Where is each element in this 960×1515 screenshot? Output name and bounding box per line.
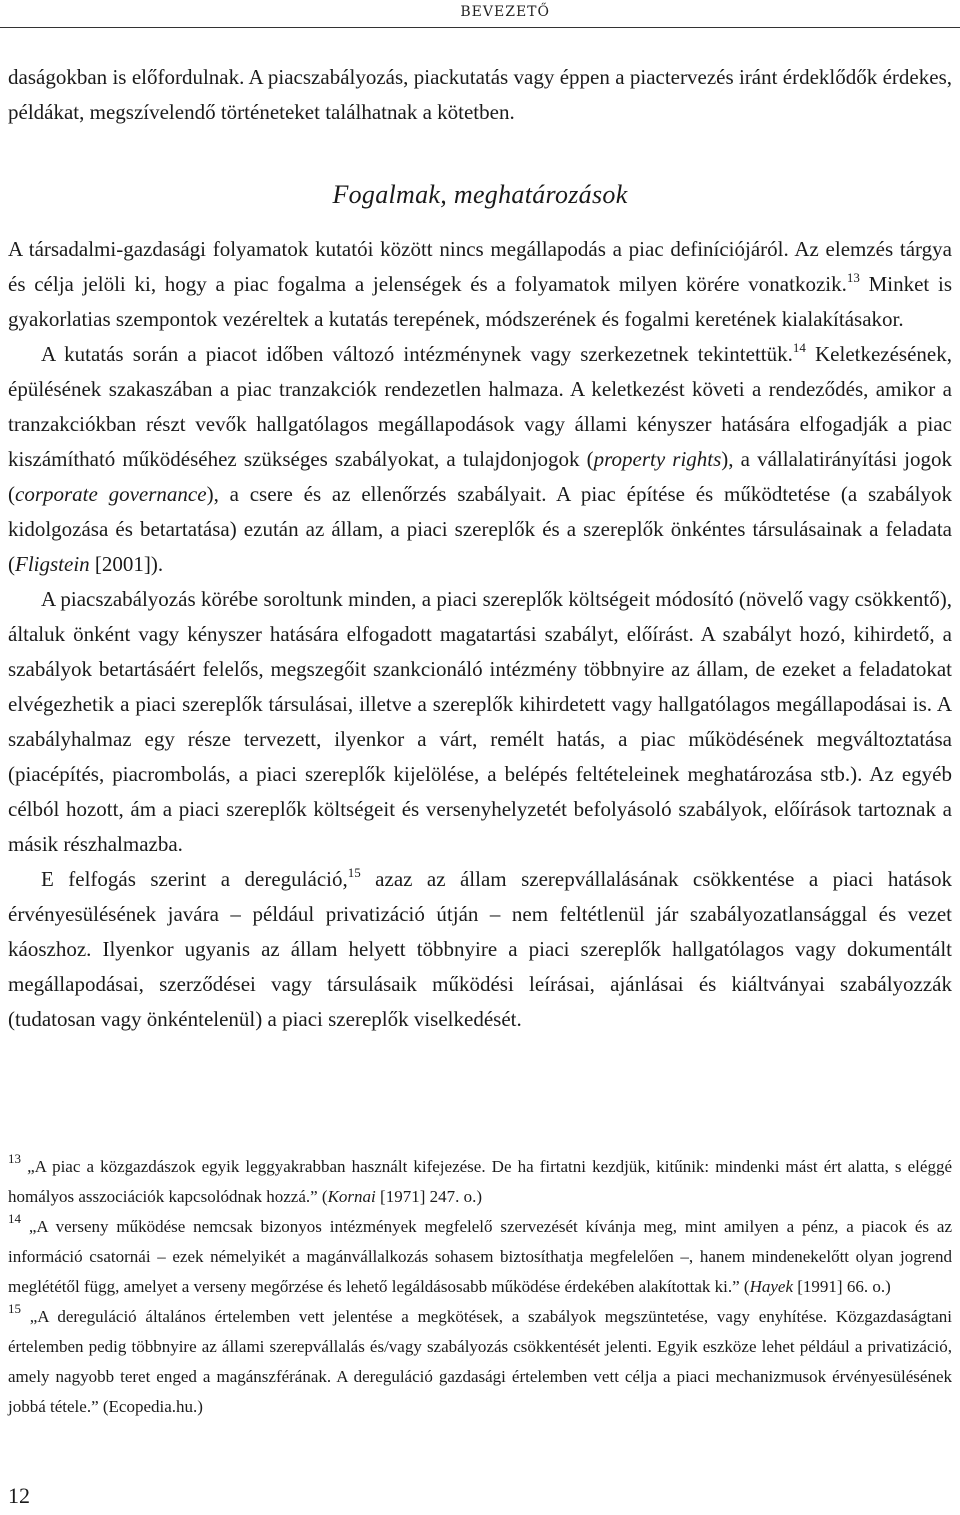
section-title: Fogalmak, meghatározások — [332, 180, 628, 209]
term-corporate-governance: corporate governance — [15, 482, 207, 506]
footnote-ref-15[interactable]: 15 — [347, 865, 361, 880]
footnotes — [8, 1152, 952, 1422]
paragraph-text: ), a csere és az ellenőrzés szabályait. A piac építése és működtetése (a szabályok kidolgozása és betartatása) ezután az állam, a piaci szereplők és a szereplők önkéntes társulásainak a feladata ( — [8, 482, 953, 576]
citation-author: Fligstein — [15, 552, 90, 576]
paragraph-market-institution — [8, 337, 952, 582]
footnote-number: 15 — [8, 1301, 21, 1316]
paragraph-deregulation — [8, 862, 952, 1037]
term-property-rights: property rights — [593, 447, 722, 471]
paragraph-market-regulation — [8, 582, 952, 862]
paragraph-continued-text: daságokban is előfordulnak. A piacszabályozás, piackutatás vagy éppen a piactervezés iránt érdeklődők érdekes, példákat, megszívelendő történeteket találhatnak a kötetben. — [8, 65, 952, 124]
running-head: BEVEZETŐ — [460, 4, 550, 20]
paragraph-text: Minket is gyakorlatias szempontok vezéreltek a kutatás terepének, módszerének és fogalmi keretének kialakításakor. — [8, 272, 952, 331]
footnote-text: „A verseny működése nemcsak bizonyos intézmények megfelelő szervezését kívánja meg, mint amilyen a pénz, a piacok és az információ csatornái – ezek némelyikét a magánvállalkozás sohasem biztosíthatja megfelelően –, hanem mindenekelőtt olyan jogrend meglététől függ, amelyet a verseny megőrzése és lehető legáldásosabb működése érdekében alakítottak ki.” ( — [8, 1217, 952, 1296]
footnote-13 — [8, 1152, 952, 1212]
paragraph-text: A kutatás során a piacot időben változó intézménynek vagy szerkezetnek tekintettük. — [41, 342, 793, 366]
citation-author: Kornai — [327, 1187, 376, 1206]
footnote-text: [1971] 247. o.) — [375, 1187, 483, 1206]
paragraph-continued — [8, 60, 952, 130]
paragraph-text: E felfogás szerint a dereguláció, — [41, 867, 348, 891]
footnote-number: 14 — [8, 1211, 21, 1226]
body-text — [8, 60, 952, 1037]
footnote-text: „A piac a közgazdászok egyik leggyakrabban használt kifejezése. De ha firtatni kezdjük, kitűnik: mindenki mást ért alatta, s eléggé homályos asszociációk kapcsolódnak hozzá.” ( — [8, 1157, 952, 1206]
footnote-ref-13[interactable]: 13 — [846, 270, 860, 285]
footnote-number: 13 — [8, 1151, 21, 1166]
citation-author: Hayek — [749, 1277, 793, 1296]
paragraph-text: azaz az állam szerepvállalásának csökkentése a piaci hatások érvényesülésének javára – például privatizáció útján – nem feltétlenül jár szabályozatlansággal és vezet káoszhoz. Ilyenkor ugyanis az állam helyett többnyire a piaci szereplők hallgatólagos vagy dokumentált megállapodásai, szerződései vagy társulásaik működési leírásai, ajánlásai és kiáltványai szabályozzák (tudatosan vagy önkéntelenül) a piaci szereplők viselkedését. — [8, 867, 952, 1031]
paragraph-text: Keletkezésének, épülésének szakaszában a piac tranzakciók rendezetlen halmaza. A keletkezést követi a rendeződés, amikor a tranzakciókban részt vevők hallgatólagos megállapodások vagy állami kényszer hatására elfogadják a piac kiszámítható működéséhez szükséges szabályokat, a tulajdonjogok ( — [8, 342, 952, 471]
paragraph-text: [2001]). — [89, 552, 164, 576]
header-rule — [0, 27, 960, 28]
footnote-14 — [8, 1212, 952, 1302]
footnote-text: [1991] 66. o.) — [793, 1277, 891, 1296]
footnote-text: „A dereguláció általános értelemben vett jelentése a megkötések, a szabályok megszüntetése, vagy enyhítése. Közgazdaságtani értelemben pedig többnyire az állami szerepvállalás és/vagy szabályozás csökkentését jelenti. Egyik eszköze lehet például a privatizáció, amely nagyobb teret enged a magánszférának. A dereguláció gazdasági értelemben vett célja a piaci mechanizmusok érvényesülésének jobbá tétele.” (Ecopedia.hu.) — [8, 1307, 952, 1416]
paragraph-text: A társadalmi-gazdasági folyamatok kutatói között nincs megállapodás a piac definíciójáról. Az elemzés tárgya és célja jelöli ki, hogy a piac fogalma a jelenségek és a folyamatok milyen körére vonatkozik. — [8, 237, 952, 296]
page-number: 12 — [8, 1483, 30, 1508]
paragraph-text: A piacszabályozás körébe soroltunk minden, a piaci szereplők költségeit módosító (növelő vagy csökkentő), általuk önként vagy kényszer hatására elfogadott magatartási szabályt, előírást. A szabályt hozó, kihirdető, a szabályok betartásáért felelős, megszegőit szankcionáló intézmény többnyire az állam, de ezeket a feladatokat elvégezhetik a piaci szereplők társulásai, illetve a szereplők kihirdetett vagy hallgatólagos megállapodásai is. A szabályhalmaz egy része tervezett, ilyenkor a várt, remélt hatás, a piac működésének megváltoztatása (piacépítés, piacrombolás, a piaci szereplők kijelölése, a belépés feltételeinek meghatározása stb.). Az egyéb célból hozott, ám a piaci szereplők költségeit és versenyhelyzetét befolyásoló szabályok, előírások tartoznak a másik részhalmazba. — [8, 587, 952, 856]
paragraph-market-definition — [8, 232, 952, 337]
paragraph-text: ), a vállalatirányítási jogok ( — [8, 447, 952, 506]
footnote-ref-14[interactable]: 14 — [792, 340, 806, 355]
footnote-15 — [8, 1302, 952, 1422]
